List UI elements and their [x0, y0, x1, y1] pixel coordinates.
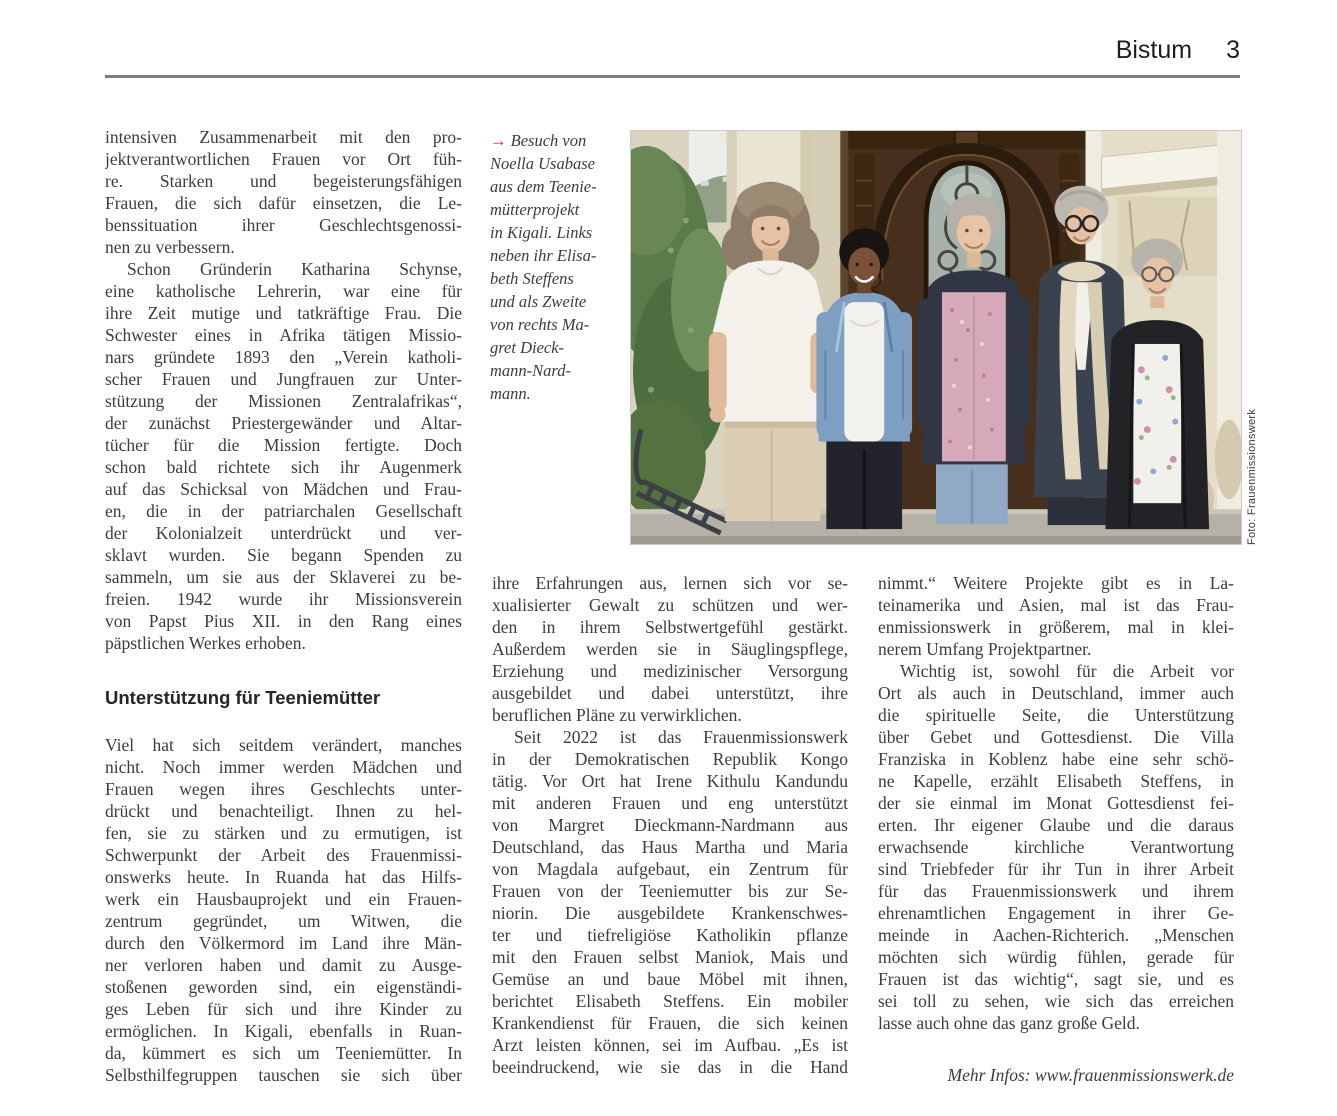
text-line: sei toll zu sehen, wie sich das erreichen — [878, 991, 1234, 1011]
text-line: lasse auch ohne das ganz große Geld. — [878, 1013, 1140, 1033]
text-line: Schon Gründerin Katharina Schynse, — [127, 259, 462, 279]
text-line: erwachsende kirchliche Verantwortung — [878, 837, 1234, 857]
text-line: Arzt leisten können, sei im Aufbau. „Es ist — [492, 1035, 848, 1055]
more-info-note: Mehr Infos: www.frauenmissionswerk.de — [947, 1065, 1234, 1085]
text-line: freien. 1942 wurde ihr Missionsverein — [105, 589, 462, 609]
paragraph — [492, 572, 848, 726]
paragraph — [105, 126, 462, 258]
text-line: stoßenen geworden sind, ein eigenständi- — [105, 977, 462, 997]
text-line: auf das Schicksal von Mädchen und Frau- — [105, 479, 462, 499]
page-number: 3 — [1226, 36, 1240, 64]
text-line: Ort als auch in Deutschland, immer auch — [878, 683, 1234, 703]
article-column-2 — [492, 572, 848, 1078]
text-line: ihre Erfahrungen aus, lernen sich vor se- — [492, 573, 848, 593]
text-line: ner verloren haben und damit zu Ausge- — [105, 955, 462, 975]
caption-line: gret Dieck- — [490, 338, 565, 357]
text-line: ehrenamtlichen Engagement in ihrer Ge- — [878, 903, 1234, 923]
caption-line: neben ihr Elisa- — [490, 246, 597, 265]
text-line: nimmt.“ Weitere Projekte gibt es in La- — [878, 573, 1234, 593]
paragraph — [878, 572, 1234, 660]
text-line: xualisierter Gewalt zu schützen und wer- — [492, 595, 848, 615]
page-header — [105, 36, 1240, 65]
text-line: möchten sich würdig fühlen, gerade für — [878, 947, 1234, 967]
text-line: sind Triebfeder für ihr Tun in ihrer Arbeit — [878, 859, 1234, 879]
text-line: Viel hat sich seitdem verändert, manches — [105, 735, 462, 755]
text-line: benssituation ihrer Geschlechtsgenossi- — [105, 215, 462, 235]
paragraph — [105, 734, 462, 1086]
text-line: der Kolonialzeit unterdrückt und ver- — [105, 523, 462, 543]
text-line: Franziska in Koblenz habe eine sehr schö- — [878, 749, 1234, 769]
text-line: ne Kapelle, erzählt Elisabeth Steffens, in — [878, 771, 1234, 791]
text-line: drückt und benachteiligt. Ihnen zu hel- — [105, 801, 462, 821]
text-line: ter und tiefreligiöse Katholikin pflanze — [492, 925, 848, 945]
text-line: ermöglichen. In Kigali, ebenfalls in Ruan- — [105, 1021, 462, 1041]
text-line: Krankendienst für Frauen, die sich keinen — [492, 1013, 848, 1033]
text-line: ges Leben für sich und ihre Kinder zu — [105, 999, 462, 1019]
text-line: niorin. Die ausgebildete Krankenschwes- — [492, 903, 848, 923]
text-line: beruflichen Pläne zu verwirklichen. — [492, 705, 742, 725]
text-line: Seit 2022 ist das Frauenmissionswerk — [514, 727, 848, 747]
text-line: tätig. Vor Ort hat Irene Kithulu Kandundu — [492, 771, 848, 791]
text-line: Schwester eines in Afrika tätigen Missio- — [105, 325, 462, 345]
text-line: Frauen ist das wichtig“, sagt sie, und es — [878, 969, 1234, 989]
text-line: sammeln, um sie aus der Sklaverei zu be- — [105, 567, 462, 587]
caption-line: aus dem Teenie- — [490, 177, 597, 196]
text-line: onswerks heute. In Ruanda hat das Hilfs- — [105, 867, 462, 887]
text-line: ausgebildet und dabei unterstützt, ihre — [492, 683, 848, 703]
text-line: Frauen von der Teeniemutter bis zur Se- — [492, 881, 848, 901]
text-line: eine katholische Lehrerin, war eine für — [105, 281, 462, 301]
text-line: nicht. Noch immer werden Mädchen und — [105, 757, 462, 777]
text-line: Deutschland, das Haus Martha und Maria — [492, 837, 848, 857]
caption-line: von rechts Ma- — [490, 315, 590, 334]
text-line: ihre Zeit mutige und tatkräftige Frau. Die — [105, 303, 462, 323]
text-line: fen, sie zu stärken und zu ermutigen, ist — [105, 823, 462, 843]
text-line: meinde in Aachen-Richterich. „Menschen — [878, 925, 1234, 945]
text-line: erten. Ihr eigener Glaube und die daraus — [878, 815, 1234, 835]
paragraph — [878, 660, 1234, 1034]
caption-line: mann. — [490, 384, 531, 403]
text-line: enmissionswerk in größerem, mal in klei- — [878, 617, 1234, 637]
text-line: die spirituelle Seite, die Unterstützung — [878, 705, 1234, 725]
caption-line: Noella Usabase — [490, 154, 595, 173]
text-line: für das Frauenmissionswerk und ihrem — [878, 881, 1234, 901]
text-line: beeindruckend, wie sie das in die Hand — [492, 1057, 848, 1077]
article-column-1 — [105, 126, 462, 1086]
caption-line: → Besuch von — [490, 131, 587, 150]
text-line: nen zu verbessern. — [105, 237, 235, 257]
text-line: zentrum gegründet, um Witwen, die — [105, 911, 462, 931]
caption-line: mann-Nard- — [490, 361, 571, 380]
text-line: berichtet Elisabeth Steffens. Ein mobiler — [492, 991, 848, 1011]
text-line: Außerdem werden sie in Säuglingspflege, — [492, 639, 848, 659]
text-line: über Gebet und Gottesdienst. Die Villa — [878, 727, 1234, 747]
photo-illustration — [631, 131, 1241, 544]
text-line: jektverantwortlichen Frauen vor Ort füh- — [105, 149, 462, 169]
section-label: Bistum — [1115, 36, 1193, 64]
text-line: den in ihrem Selbstwertgefühl gestärkt. — [492, 617, 848, 637]
text-line: tücher für die Mission fertigte. Doch — [105, 435, 462, 455]
caption-line: in Kigali. Links — [490, 223, 593, 242]
text-line: teinamerika und Asien, mal ist das Frau- — [878, 595, 1234, 615]
text-line: mit anderen Frauen und eng unterstützt — [492, 793, 848, 813]
arrow-icon: → — [490, 131, 511, 150]
article-column-3 — [878, 572, 1234, 1086]
text-line: von Papst Pius XII. in den Rang eines — [105, 611, 462, 631]
text-line: der zunächst Priestergewänder und Altar- — [105, 413, 462, 433]
photo-credit: Foto: Frauenmissionswerk — [1246, 408, 1258, 545]
text-line: Erziehung und medizinischer Versorgung — [492, 661, 848, 681]
text-line: Frauen, die sich dafür einsetzen, die Le- — [105, 193, 462, 213]
caption-line: und als Zweite — [490, 292, 587, 311]
text-line: Gemüse an und baue Möbel mit ihnen, — [492, 969, 848, 989]
text-line: en, die in der patriarchalen Gesellschaft — [105, 501, 462, 521]
paragraph — [492, 726, 848, 1078]
text-line: Schwerpunkt der Arbeit des Frauenmissi- — [105, 845, 462, 865]
text-line: von Margret Dieckmann-Nardmann aus — [492, 815, 848, 835]
header-rule — [105, 75, 1240, 78]
text-line: päpstlichen Werkes erhoben. — [105, 633, 306, 653]
text-line: stützung der Missionen Zentralafrikas“, — [105, 391, 462, 411]
text-line: Selbsthilfegruppen tauschen sie sich über — [105, 1065, 462, 1085]
text-line: werk ein Hausbauprojekt und ein Frauen- — [105, 889, 462, 909]
section-subheading: Unterstützung für Teeniemütter — [105, 687, 381, 708]
paragraph — [105, 258, 462, 654]
text-line: scher Frauen und Jungfrauen zur Unter- — [105, 369, 462, 389]
text-line: da, kümmert es sich um Teeniemütter. In — [105, 1043, 462, 1063]
text-line: von Magdala aufgebaut, ein Zentrum für — [492, 859, 848, 879]
caption-line: beth Steffens — [490, 269, 574, 288]
text-line: re. Starken und begeisterungsfähigen — [105, 171, 462, 191]
text-line: in der Demokratischen Republik Kongo — [492, 749, 848, 769]
text-line: Frauen wegen ihres Geschlechts unter- — [105, 779, 462, 799]
text-line: der sie einmal im Monat Gottesdienst fei- — [878, 793, 1234, 813]
caption-line: mütterprojekt — [490, 200, 580, 219]
text-line: Wichtig ist, sowohl für die Arbeit vor — [900, 661, 1234, 681]
text-line: mit den Frauen selbst Maniok, Mais und — [492, 947, 848, 967]
text-line: nars gründete 1893 den „Verein katholi- — [105, 347, 462, 367]
text-line: schon bald richtete sich ihr Augenmerk — [105, 457, 462, 477]
text-line: nerem Umfang Projektpartner. — [878, 639, 1092, 659]
text-line: sklavt wurden. Sie begann Spenden zu — [105, 545, 462, 565]
photo-caption — [490, 129, 620, 405]
article-photo — [630, 130, 1242, 545]
text-line: intensiven Zusammenarbeit mit den pro- — [105, 127, 462, 147]
text-line: durch den Völkermord im Land ihre Män- — [105, 933, 462, 953]
